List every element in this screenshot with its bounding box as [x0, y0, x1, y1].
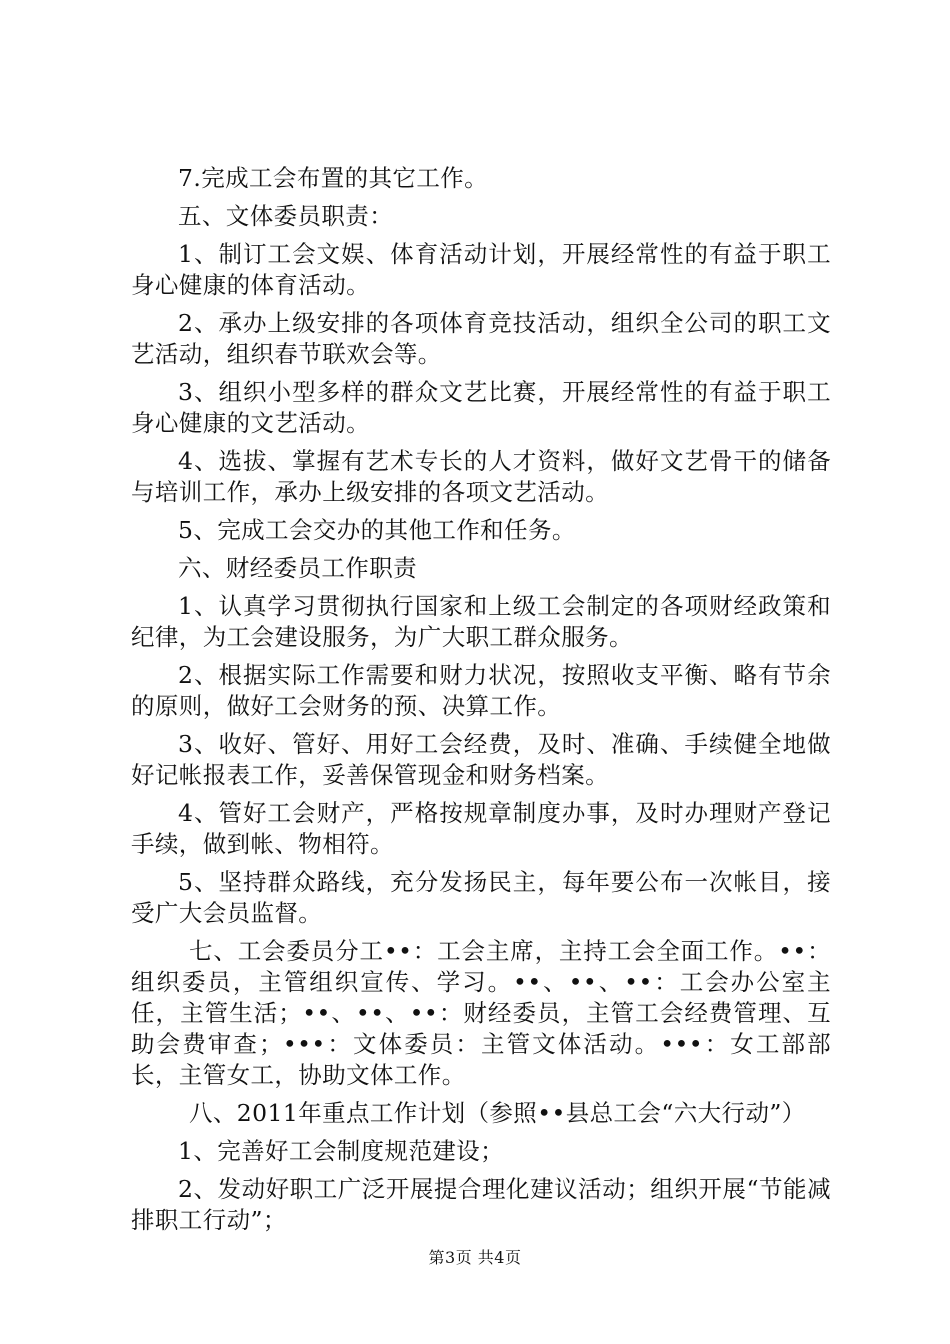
paragraph-finance-2: 2、根据实际工作需要和财力状况，按照收支平衡、略有节余的原则，做好工会财务的预、决算工作。: [131, 661, 831, 720]
paragraph-culture-5: 5、完成工会交办的其他工作和任务。: [178, 516, 576, 544]
section-committee-division: 七、工会委员分工••：工会主席，主持工会全面工作。••：组织委员，主管组织宣传、学习。••、••、••：工会办公室主任，主管生活；••、••、••：财经委员，主管工会经费管理、互助会费审查；•••：文体委员：主管文体活动。•••：女工部部长，主管女工，协助文体工作。: [131, 937, 831, 1089]
page-number-footer: 第3页 共4页: [428, 1248, 522, 1267]
paragraph-item-7: 7.完成工会布置的其它工作。: [178, 164, 489, 192]
paragraph-plan-2: 2、发动好职工广泛开展提合理化建议活动；组织开展“节能减排职工行动”；: [131, 1175, 831, 1234]
section-heading-2011-plan: 八、2011年重点工作计划（参照••县总工会“六大行动”）: [189, 1099, 806, 1127]
document-body: [131, 163, 831, 1243]
paragraph-culture-3: 3、组织小型多样的群众文艺比赛，开展经常性的有益于职工身心健康的文艺活动。: [131, 378, 831, 437]
paragraph-finance-4: 4、管好工会财产，严格按规章制度办事，及时办理财产登记手续，做到帐、物相符。: [131, 799, 831, 858]
paragraph-culture-1: 1、制订工会文娱、体育活动计划，开展经常性的有益于职工身心健康的体育活动。: [131, 240, 831, 299]
paragraph-finance-3: 3、收好、管好、用好工会经费，及时、准确、手续健全地做好记帐报表工作，妥善保管现金和财务档案。: [131, 730, 831, 789]
paragraph-plan-1: 1、完善好工会制度规范建设；: [178, 1137, 505, 1165]
paragraph-culture-4: 4、选拔、掌握有艺术专长的人才资料，做好文艺骨干的储备与培训工作，承办上级安排的各项文艺活动。: [131, 447, 831, 506]
section-heading-culture-sports: 五、文体委员职责：: [178, 202, 394, 230]
paragraph-finance-1: 1、认真学习贯彻执行国家和上级工会制定的各项财经政策和纪律，为工会建设服务，为广大职工群众服务。: [131, 592, 831, 651]
paragraph-finance-5: 5、坚持群众路线，充分发扬民主，每年要公布一次帐目，接受广大会员监督。: [131, 868, 831, 927]
paragraph-culture-2: 2、承办上级安排的各项体育竞技活动，组织全公司的职工文艺活动，组织春节联欢会等。: [131, 309, 831, 368]
section-heading-finance: 六、财经委员工作职责: [178, 554, 417, 582]
